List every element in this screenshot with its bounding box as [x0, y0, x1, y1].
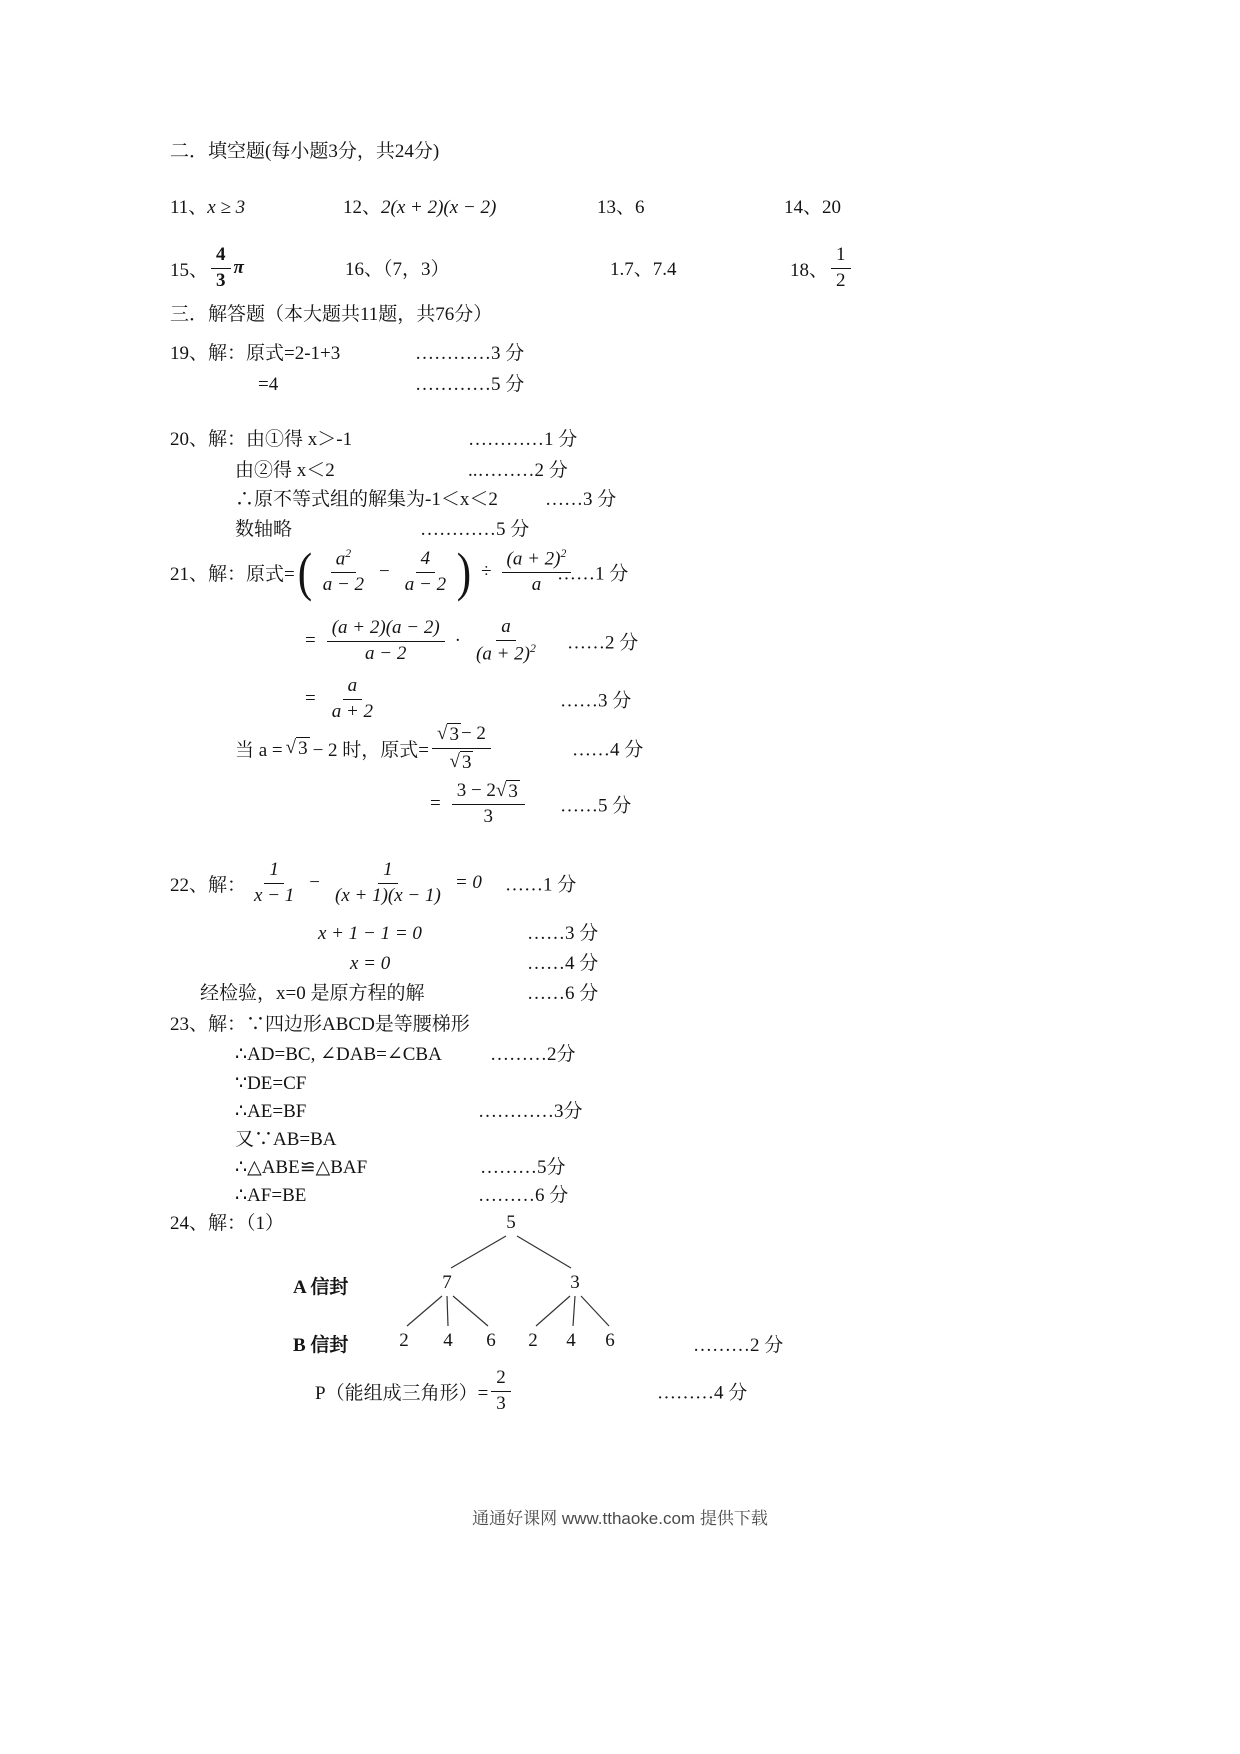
score-dots: …………5 分: [420, 519, 530, 540]
q21-line2: [305, 605, 639, 677]
answer-16-value: （7，3）: [383, 259, 450, 280]
fraction: [327, 618, 445, 665]
solve-section-title: [170, 303, 492, 327]
tree-a-left-value: 7: [442, 1272, 452, 1293]
fraction: [471, 617, 541, 665]
q23-line3: [235, 1072, 306, 1096]
score-dots: ……2 分: [567, 632, 639, 654]
q24-probability-line: [315, 1365, 748, 1417]
answer-15-pi: π: [233, 257, 244, 278]
answer-14-label: 14、: [784, 197, 823, 218]
tree-b-value: 6: [605, 1330, 615, 1351]
numerator: a: [343, 676, 363, 700]
exponent: 2: [560, 546, 567, 560]
q21-line5: [430, 775, 632, 833]
answer-13: [597, 196, 645, 220]
tree-b-value: 2: [528, 1330, 538, 1351]
tree-b-value: 2: [399, 1330, 409, 1351]
q21-label: 21、解：: [170, 563, 247, 585]
tree-row-a-label: A 信封: [293, 1277, 349, 1298]
minus-op: −: [309, 872, 320, 893]
sqrt-expression: [496, 780, 520, 803]
equals-sign: =: [430, 793, 441, 814]
score-dots: ……1 分: [505, 874, 577, 896]
denominator: 3: [496, 1392, 506, 1414]
q23-step1: ∵四边形ABCD是等腰梯形: [246, 1014, 470, 1035]
q19-line1: [170, 342, 525, 366]
footer: [0, 1504, 1240, 1529]
fraction: [491, 1368, 511, 1415]
q22-step3: x = 0: [350, 953, 391, 974]
q24-probability-text: P（能组成三角形）=: [315, 1382, 489, 1404]
numerator: 2: [491, 1368, 511, 1392]
score-dots: …………3分: [478, 1101, 583, 1122]
score-dots: ……1 分: [557, 563, 629, 585]
numerator: a: [496, 617, 516, 641]
denominator: [445, 749, 479, 774]
radicand: 3: [449, 723, 459, 745]
q23-label: 23、解：: [170, 1014, 247, 1035]
answer-16: [345, 258, 450, 282]
denominator: (x + 1)(x − 1): [335, 884, 441, 906]
score-dots: ………2分: [490, 1044, 576, 1065]
fraction: [249, 860, 299, 907]
q20-label: 20、解：: [170, 429, 247, 450]
numerator: 1: [378, 860, 398, 884]
base: (a + 2): [506, 548, 561, 570]
fraction: [318, 548, 369, 596]
q24-label-text: 24、解：（1）: [170, 1213, 285, 1234]
numerator: 4: [211, 245, 231, 269]
equals-sign: =: [305, 630, 316, 651]
tree-row-b-label: B 信封: [293, 1335, 349, 1356]
q21-prefix: 原式=: [246, 563, 295, 585]
q20-step2: 由②得 x＜2: [235, 460, 335, 481]
radicand: 3: [298, 737, 308, 759]
q23-step7: ∴AF=BE: [235, 1185, 307, 1206]
q23-line6: [235, 1156, 566, 1180]
footer-text: 通通好课网 www.tthaoke.com 提供下载: [472, 1509, 768, 1528]
radical-icon: √: [437, 722, 448, 744]
q20-step3: ∴原不等式组的解集为-1＜x＜2: [235, 489, 498, 510]
answer-15: [170, 242, 244, 294]
answer-11: [170, 196, 245, 220]
score-dots: ……5 分: [560, 795, 632, 817]
denominator: 3: [216, 269, 226, 291]
score-dots: ……3 分: [527, 923, 599, 944]
q21-sub-post: − 2 时，原式=: [312, 739, 430, 761]
q22-label: 22、解：: [170, 874, 247, 896]
denominator: 3: [483, 806, 494, 828]
score-dots: ……3 分: [560, 690, 632, 712]
numerator: (a + 2)(a − 2): [327, 618, 445, 642]
q20-line3: [235, 488, 617, 512]
q23-step2: ∴AD=BC, ∠DAB=∠CBA: [235, 1044, 442, 1065]
answer-17-label: 1.7、: [610, 259, 653, 280]
q21-sub-pre: 当 a =: [235, 739, 283, 761]
answer-11-value: x ≥ 3: [207, 197, 246, 218]
tree-b-value: 4: [566, 1330, 576, 1351]
q23-line4: [235, 1100, 583, 1124]
numerator: 4: [416, 549, 436, 573]
rest: 3 − 2: [456, 779, 496, 801]
section-title-text: 三．解答题（本大题共11题，共76分）: [170, 304, 493, 325]
q19-label: 19、解：: [170, 343, 247, 364]
sqrt-expression: [450, 751, 474, 774]
denominator: a: [531, 574, 542, 596]
q23-step4: ∴AE=BF: [235, 1101, 307, 1122]
denominator: a − 2: [404, 573, 447, 595]
numerator: [452, 780, 525, 806]
close-paren: ): [456, 541, 472, 602]
q19-step2: =4: [258, 374, 279, 395]
score-dots: …………1 分: [468, 429, 578, 450]
q23-line2: [235, 1043, 576, 1067]
q22-line2: [318, 922, 599, 946]
minus-op: −: [379, 561, 390, 582]
q22-check: 经检验，x=0 是原方程的解: [200, 983, 425, 1004]
q19-line2: [258, 373, 525, 397]
score-dots: ……6 分: [527, 983, 599, 1004]
q23-line5: [235, 1128, 337, 1152]
fraction: [330, 860, 446, 907]
fill-section-title: [170, 140, 439, 164]
q20-step4: 数轴略: [235, 519, 293, 540]
radical-icon: √: [449, 750, 460, 772]
numerator: 1: [264, 860, 284, 884]
answer-13-value: 6: [635, 197, 645, 218]
equals-zero: = 0: [454, 872, 482, 893]
q23-line7: [235, 1184, 569, 1208]
fraction: [400, 549, 451, 596]
q24-tree-diagram: [170, 1206, 810, 1376]
fraction: [211, 245, 231, 292]
equals-sign: =: [305, 688, 316, 709]
denominator: 2: [836, 269, 846, 291]
score-dots: ………6 分: [478, 1185, 569, 1206]
fraction: [327, 676, 378, 723]
answer-15-label: 15、: [170, 259, 209, 281]
fraction: [831, 245, 851, 292]
radical-icon: √: [285, 736, 297, 758]
answer-14: [784, 196, 841, 220]
q20-line1: [170, 428, 578, 452]
score-dots: ……4 分: [527, 953, 599, 974]
denominator: [471, 641, 541, 665]
fraction: [432, 723, 491, 774]
base: a: [335, 548, 346, 570]
exponent: 2: [345, 546, 352, 560]
score-dots: …………3 分: [415, 343, 525, 364]
numerator: [331, 548, 356, 573]
sqrt-expression: [437, 723, 461, 746]
q22-step2: x + 1 − 1 = 0: [318, 923, 422, 944]
radicand: 3: [508, 780, 518, 802]
score-dots: ………4 分: [657, 1382, 748, 1404]
q20-line2: [235, 459, 568, 483]
multiply-dot-op: ·: [454, 630, 461, 651]
tree-b-value: 4: [443, 1330, 453, 1351]
tree-a-right-value: 3: [570, 1272, 580, 1293]
q23-step6: ∴△ABE≌△BAF: [235, 1157, 368, 1178]
answer-12-label: 12、: [343, 197, 382, 218]
answer-16-label: 16、: [345, 259, 384, 280]
q20-step1: 由①得 x＞-1: [246, 429, 353, 450]
q21-line3: [305, 672, 632, 726]
answer-12-value: 2(x + 2)(x − 2): [381, 197, 497, 218]
answer-11-label: 11、: [170, 197, 208, 218]
divide-op: ÷: [481, 561, 492, 582]
rest: − 2: [460, 722, 486, 744]
radical-icon: √: [495, 779, 507, 801]
denominator: a + 2: [331, 700, 374, 722]
q23-step5: 又∵AB=BA: [235, 1129, 337, 1150]
score-dots: …………5 分: [415, 374, 525, 395]
fraction: [452, 780, 525, 829]
answer-14-value: 20: [822, 197, 842, 218]
q22-line1: [170, 855, 577, 911]
q21-line1: [170, 538, 629, 606]
radicand: 3: [461, 751, 472, 773]
tree-root-value: 5: [506, 1212, 516, 1233]
q22-line4: [200, 982, 599, 1006]
section-title-text: 二．填空题(每小题3分，共24分): [170, 141, 440, 162]
answer-18: [790, 242, 854, 294]
answer-17: [610, 258, 677, 282]
answer-12: [343, 196, 496, 220]
answer-17-value: 7.4: [652, 259, 677, 280]
score-dots: ………5分: [480, 1157, 566, 1178]
q23-line1: [170, 1013, 470, 1037]
sqrt-expression: [286, 737, 310, 760]
score-dots: ..………2 分: [468, 460, 568, 481]
q22-line3: [350, 952, 599, 976]
answer-13-label: 13、: [597, 197, 636, 218]
numerator: [432, 723, 491, 749]
denominator: x − 1: [254, 884, 295, 906]
q19-step1: 原式=2-1+3: [246, 343, 341, 364]
score-dots: ………2 分: [693, 1335, 784, 1356]
numerator: 1: [831, 245, 851, 269]
denominator: a − 2: [322, 574, 365, 596]
q23-step3: ∵DE=CF: [235, 1073, 307, 1094]
score-dots: ……3 分: [545, 489, 617, 510]
open-paren: (: [297, 541, 312, 602]
tree-b-value: 6: [486, 1330, 496, 1351]
base: (a + 2): [476, 643, 530, 665]
score-dots: ……4 分: [572, 739, 644, 761]
q21-line4: [235, 720, 644, 776]
exponent: 2: [529, 641, 536, 655]
answer-18-label: 18、: [790, 259, 829, 281]
denominator: a − 2: [365, 642, 407, 664]
